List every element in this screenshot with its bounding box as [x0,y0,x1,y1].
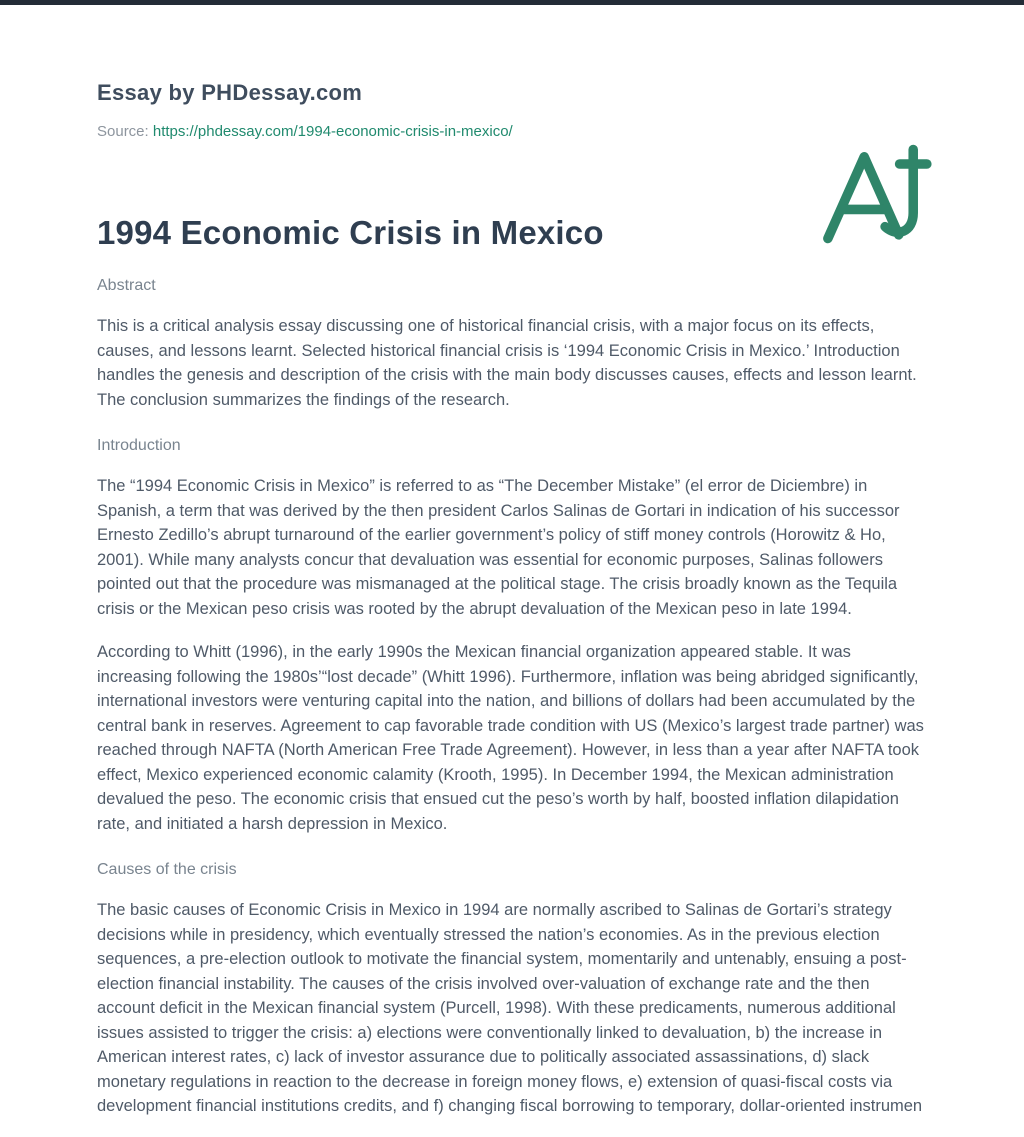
brand-title: Essay by PHDessay.com [97,80,363,105]
phdessay-logo-icon [817,144,935,244]
abstract-paragraph: This is a critical analysis essay discussing one of historical financial crisis, with a major focus on its effects, causes, and lessons learnt. Selected historical financial crisis is ‘1994 Economic Crisis in Mexico.’ Introduction handles the genesis and description of the crisis with the main body discusses causes, effects and lesson learnt. The conclusion summarizes the findings of the research. [97,317,917,409]
section-heading-causes: Causes of the crisis [97,861,237,878]
source-line [97,123,929,140]
causes-paragraph: The basic causes of Economic Crisis in Mexico in 1994 are normally ascribed to Salinas de Gortari’s strategy decisions while in presidency, which eventually stressed the nation’s economies. As in the previous election sequences, a pre-election outlook to motivate the financial system, momentarily and untenably, ensuing a post-election financial instability. The causes of the crisis involved over-valuation of exchange rate and the then account deficit in the Mexican financial system (Purcell, 1998). With these predicaments, numerous additional issues assisted to trigger the crisis: a) elections were conventionally linked to devaluation, b) the increase in American interest rates, c) lack of investor assurance due to politically associated assassinations, d) slack monetary regulations in reaction to the decrease in foreign money flows, e) extension of quasi-fiscal costs via development financial institutions credits, and f) changing fiscal borrowing to temporary, dollar-oriented instrumen [97,901,923,1115]
section-heading-abstract: Abstract [97,277,156,294]
source-label: Source: [97,123,149,140]
essay-title: 1994 Economic Crisis in Mexico [97,214,604,251]
source-url-link[interactable]: https://phdessay.com/1994-economic-crisis-in-mexico/ [152,123,513,140]
section-heading-introduction: Introduction [97,437,181,454]
document-page [0,80,1024,1119]
top-border [0,0,1024,5]
introduction-paragraph-2: According to Whitt (1996), in the early 1990s the Mexican financial organization appeared stable. It was increasing following the 1980s’“lost decade” (Whitt 1996). Furthermore, inflation was being abridged significantly, international investors were venturing capital into the nation, and billions of dollars had been accumulated by the central bank in reserves. Agreement to cap favorable trade condition with US (Mexico’s largest trade partner) was reached through NAFTA (North American Free Trade Agreement). However, in less than a year after NAFTA took effect, Mexico experienced economic calamity (Krooth, 1995). In December 1994, the Mexican administration devalued the peso. The economic crisis that ensued cut the peso’s worth by half, boosted inflation dilapidation rate, and initiated a harsh depression in Mexico. [97,643,924,833]
introduction-paragraph-1: The “1994 Economic Crisis in Mexico” is referred to as “The December Mistake” (el error de Diciembre) in Spanish, a term that was derived by the then president Carlos Salinas de Gortari in indication of his successor Ernesto Zedillo’s abrupt turnaround of the earlier government’s policy of stiff money controls (Horowitz & Ho, 2001). While many analysts concur that devaluation was essential for economic purposes, Salinas followers pointed out that the procedure was mismanaged at the political stage. The crisis broadly known as the Tequila crisis or the Mexican peso crisis was rooted by the abrupt devaluation of the Mexican peso in late 1994. [97,477,900,618]
